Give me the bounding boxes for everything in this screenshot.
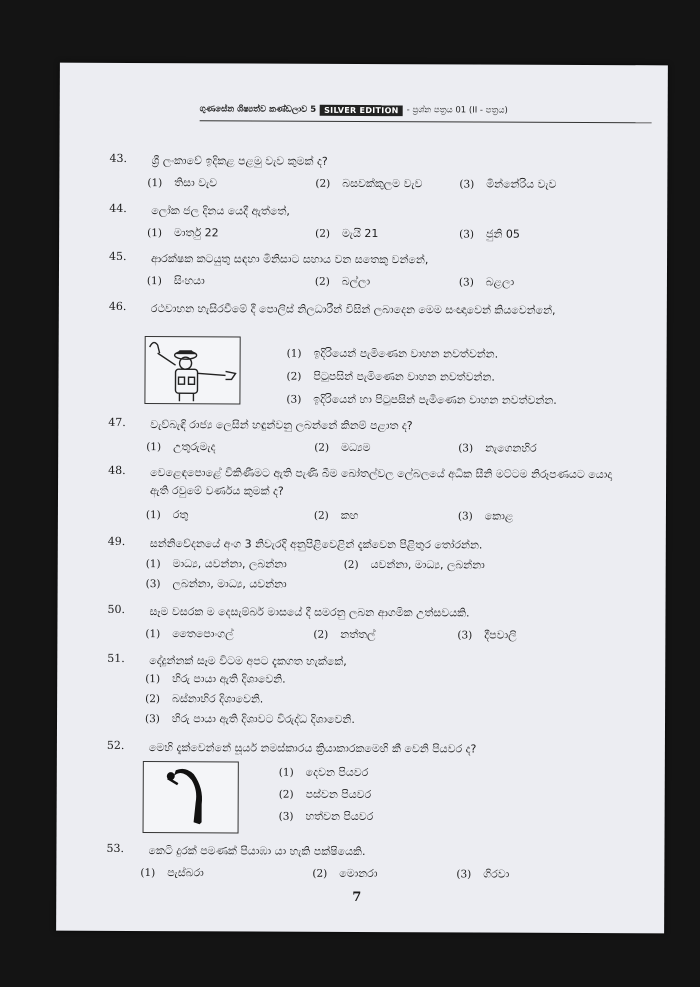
question-text: රථවාහන හැසිරවීමේ දී පොලිස් නිලධාරීන් විසින් ලබාදෙන මෙම සංඥාවෙන් කියවෙන්නේ, bbox=[150, 302, 556, 317]
option-text: දීපවාලි bbox=[484, 628, 517, 642]
option-text: හිරු පායා ඇති දිශාවට විරුද්ධ දිශාවෙනි. bbox=[171, 712, 355, 726]
option-number: (3) bbox=[456, 868, 472, 881]
option bbox=[458, 441, 537, 455]
police-signal-image bbox=[144, 336, 240, 404]
question-number: 53. bbox=[106, 841, 124, 855]
option-text: උතුරුමැද bbox=[173, 440, 216, 454]
option bbox=[145, 692, 263, 707]
option bbox=[459, 227, 520, 241]
option bbox=[279, 810, 374, 824]
option-text: බසවක්කුලම වැව bbox=[342, 176, 423, 191]
option bbox=[146, 440, 215, 454]
header-series: ගුණසේන ශිෂ්‍යත්ව කණ්ඩලාව 5 bbox=[199, 104, 317, 115]
question-text: වෙළෙඳපොළේ විකිණීමට ඇති පැණි බීම බෝතල්වල ලේබලයේ අධික සීනි මට්ටම නිරූපණයට යොදා ඇති රවුමේ වර්ණය කුමක් ද? bbox=[150, 466, 613, 498]
question-text: සෑම වසරක ම දෙසැම්බර් මාසයේ දී සමරනු ලබන ආගමික උත්සවයකි. bbox=[149, 605, 470, 620]
option-number: (3) bbox=[459, 228, 475, 241]
option-text: මොනරා bbox=[339, 866, 378, 881]
option bbox=[313, 628, 375, 642]
option-number: (3) bbox=[457, 629, 473, 642]
question-text: සන්නිවේදනයේ අංග 3 නිවැරදි අනුපිළිවෙළින් දැක්වෙන පිළිතුර තෝරන්න. bbox=[149, 537, 483, 552]
question-text: ලෝක ජල දිනය යෙදී ඇත්තේ, bbox=[151, 204, 290, 218]
option bbox=[286, 393, 556, 408]
header-rule bbox=[200, 120, 652, 123]
option-number: (1) bbox=[286, 347, 302, 360]
option-text: තිසා වැව bbox=[174, 176, 218, 190]
option-number: (1) bbox=[278, 766, 294, 779]
option bbox=[459, 177, 556, 191]
option bbox=[344, 558, 485, 573]
question-46 bbox=[59, 299, 667, 407]
question-52 bbox=[57, 738, 665, 824]
option-text: මැයි 21 bbox=[342, 226, 379, 241]
question-51 bbox=[57, 651, 665, 726]
option-number: (2) bbox=[313, 509, 329, 522]
option-text: හිරු පායා ඇති දිශාවෙනි. bbox=[172, 672, 286, 686]
question-text: ආරක්ෂක කටයුතු සඳහා මිනිසාට සහාය වන සතෙකු වන්නේ, bbox=[151, 252, 429, 267]
option-number: (1) bbox=[146, 441, 162, 454]
option bbox=[147, 176, 217, 190]
option-text: හත්වන පියවර bbox=[305, 809, 374, 824]
option-number: (2) bbox=[314, 275, 330, 288]
option bbox=[315, 177, 422, 191]
question-44 bbox=[59, 201, 667, 241]
question-text: මෙහි දැක්වෙන්නේ සූර්ය නමස්කාරය ක්‍රියාකාරකමෙහි කී වෙනි පියවර ද? bbox=[148, 741, 477, 756]
option bbox=[146, 557, 287, 572]
option-text: මාර්තු 22 bbox=[174, 226, 219, 240]
question-text: ශ්‍රී ලංකාවේ ඉදිකළ පළමු වැව කුමක් ද? bbox=[151, 154, 328, 168]
option bbox=[456, 867, 509, 881]
option-text: පස්වන පියවර bbox=[305, 787, 372, 802]
option bbox=[314, 509, 359, 523]
question-53 bbox=[56, 841, 664, 881]
option-number: (2) bbox=[313, 628, 329, 641]
option-number: (3) bbox=[458, 276, 474, 289]
page-number: 7 bbox=[352, 889, 362, 906]
yoga-pose-icon bbox=[144, 762, 238, 832]
option bbox=[146, 508, 189, 522]
option-number: (3) bbox=[145, 713, 160, 726]
option-number: (2) bbox=[312, 867, 328, 880]
option-number: (2) bbox=[278, 788, 294, 801]
option-text: කහ bbox=[340, 508, 359, 522]
option bbox=[145, 627, 233, 641]
option-text: මධ්‍යම bbox=[341, 440, 371, 455]
question-number: 52. bbox=[106, 738, 125, 752]
option-text: නැගෙනහිර bbox=[485, 441, 537, 455]
option bbox=[145, 712, 355, 727]
option-number: (2) bbox=[343, 558, 359, 571]
option-number: (1) bbox=[145, 673, 161, 686]
option-text: මාධ්‍ය, යවන්නා, ලබන්නා bbox=[172, 557, 287, 571]
option bbox=[315, 275, 370, 289]
option bbox=[458, 509, 513, 523]
option-number: (1) bbox=[146, 275, 162, 288]
question-number: 50. bbox=[107, 602, 126, 616]
question-number: 46. bbox=[108, 299, 127, 313]
option-number: (1) bbox=[147, 177, 163, 190]
surya-namaskar-image bbox=[143, 761, 239, 833]
option-number: (3) bbox=[278, 810, 294, 823]
traffic-police-icon bbox=[145, 337, 239, 403]
option bbox=[147, 274, 205, 288]
option-text: ලබන්නා, මාධ්‍ය, යවන්නා bbox=[172, 577, 287, 591]
option-number: (2) bbox=[315, 227, 331, 240]
option-number: (1) bbox=[145, 509, 161, 522]
question-number: 45. bbox=[109, 249, 127, 263]
question-48 bbox=[58, 463, 666, 523]
option bbox=[140, 866, 203, 880]
question-number: 51. bbox=[107, 651, 125, 665]
option bbox=[287, 347, 499, 362]
option-text: ඉදිරියෙන් පැමිණෙන වාහන නවත්වන්න. bbox=[313, 346, 499, 361]
option bbox=[314, 441, 370, 455]
option-text: ඉදිරියෙන් හා පිටුපසින් පැමිණෙන වාහන නවත්වන්න. bbox=[313, 392, 557, 407]
option-number: (3) bbox=[286, 393, 302, 406]
option bbox=[145, 672, 286, 687]
option bbox=[279, 766, 369, 780]
question-number: 47. bbox=[108, 415, 126, 429]
option-number: (2) bbox=[314, 441, 330, 454]
option bbox=[279, 788, 372, 802]
question-49 bbox=[58, 534, 666, 591]
option-text: දෙවන පියවර bbox=[305, 765, 369, 780]
option-number: (3) bbox=[458, 442, 474, 455]
option-text: බස්නාහිර දිශාවෙනි. bbox=[171, 692, 264, 706]
option-text: සිංහයා bbox=[173, 274, 205, 288]
option-text: ගිරවා bbox=[483, 867, 510, 881]
option-text: පිටුපසින් පැමිණෙන වාහන නවත්වන්න. bbox=[313, 369, 495, 384]
question-number: 44. bbox=[109, 201, 127, 215]
option bbox=[315, 227, 378, 241]
option-number: (3) bbox=[145, 578, 161, 591]
option-text: ජුනි 05 bbox=[485, 227, 520, 241]
option-text: නත්තල් bbox=[340, 627, 376, 642]
option-text: බල්ලා bbox=[341, 274, 371, 289]
option bbox=[286, 370, 494, 385]
option-number: (1) bbox=[147, 227, 163, 240]
option-number: (2) bbox=[315, 177, 331, 190]
question-47 bbox=[58, 415, 666, 455]
option-number: (3) bbox=[457, 510, 473, 523]
option bbox=[459, 275, 514, 289]
option-number: (1) bbox=[145, 558, 161, 571]
question-number: 49. bbox=[107, 534, 126, 548]
question-number: 48. bbox=[108, 463, 126, 477]
option-text: කොළ bbox=[484, 509, 514, 523]
option bbox=[147, 226, 219, 240]
option-number: (3) bbox=[459, 178, 475, 191]
option-number: (1) bbox=[145, 628, 161, 641]
option-text: පැස්බරා bbox=[167, 866, 204, 880]
option bbox=[312, 867, 377, 881]
option-text: තෛපොංගල් bbox=[172, 627, 234, 641]
option-number: (2) bbox=[286, 370, 302, 383]
option-text: බළලා bbox=[485, 275, 515, 289]
option-text: රතු bbox=[172, 508, 189, 522]
page-header bbox=[200, 101, 660, 119]
option-number: (2) bbox=[145, 693, 161, 706]
question-43 bbox=[60, 151, 668, 191]
edition-badge: SILVER EDITION bbox=[320, 104, 403, 115]
question-text: කෙටි දුරක් පමණක් පියාඹා යා හැකි පක්ෂියෙකි. bbox=[148, 844, 366, 859]
question-45 bbox=[59, 249, 667, 289]
header-paper: - ප්‍රශ්න පත්‍රය 01 (II - පත්‍රය) bbox=[406, 105, 508, 116]
question-50 bbox=[58, 602, 666, 642]
option bbox=[457, 628, 516, 642]
option bbox=[146, 577, 287, 592]
question-text: දේදුන්නක් සෑම විටම අපට දැකගත හැක්කේ, bbox=[149, 654, 347, 668]
question-number: 43. bbox=[109, 151, 128, 165]
question-text: වැව්බැඳි රාජ්‍ය ලෙසින් හඳුන්වනු ලබන්නේ කිනම් පළාත ද? bbox=[150, 418, 413, 433]
exam-paper bbox=[56, 63, 668, 934]
option-text: යවන්නා, මාධ්‍ය, ලබන්නා bbox=[370, 558, 485, 572]
option-text: මින්නේරිය වැව bbox=[486, 177, 557, 191]
option-number: (1) bbox=[140, 867, 156, 880]
